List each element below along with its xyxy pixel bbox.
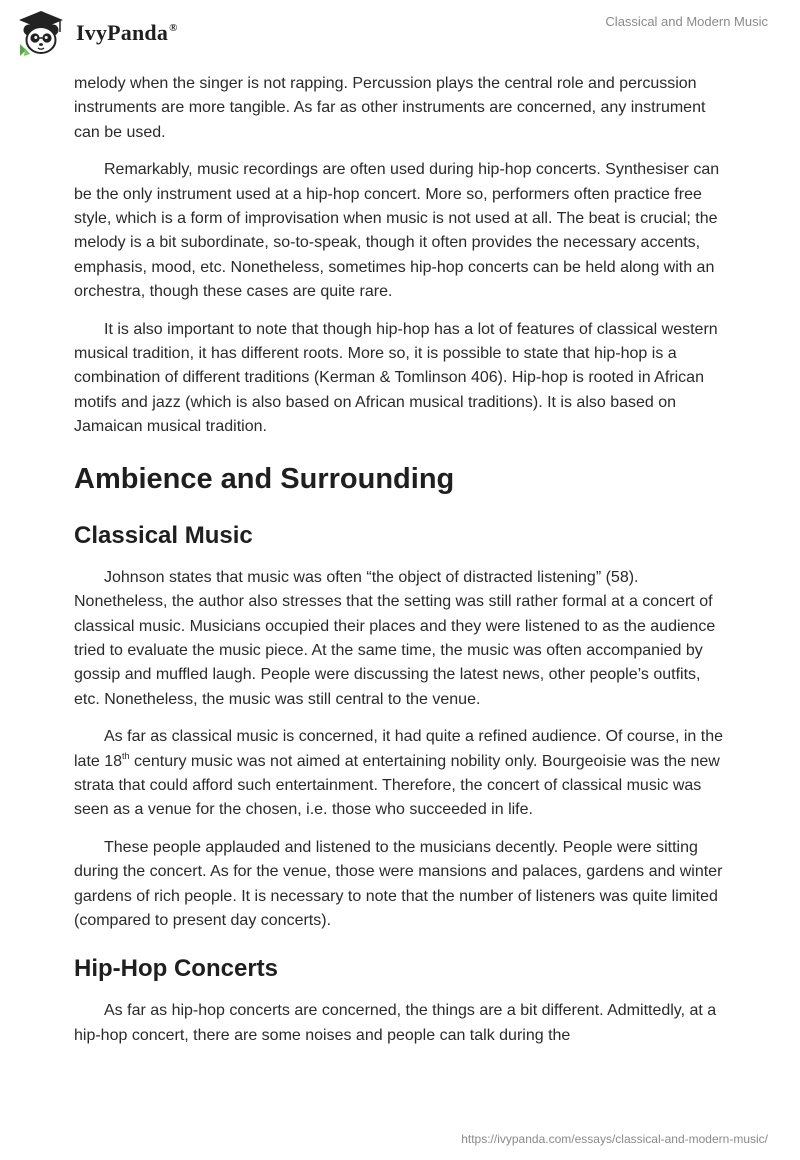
section-heading-ambience: Ambience and Surrounding xyxy=(74,462,455,495)
subsection-heading-classical: Classical Music xyxy=(74,521,253,549)
paragraph: Johnson states that music was often “the object of distracted listening” (58). Nonetheless, the author also stresses that the setting was still rather formal at a concert of classical music. Musicians occupied their places and they were listened to as the audience tried to evaluate the music piece. At the same time, the music was often accompanied by gossip and muffled laugh. People were discussing the latest news, other people’s outfits, etc. Nonetheless, the music was still central to the venue. xyxy=(74,568,716,708)
paragraph: As far as hip-hop concerts are concerned, the things are a bit different. Admittedly, at a hip-hop concert, there are some noises and people can talk during the xyxy=(74,1002,717,1044)
paragraph: It is also important to note that though hip-hop has a lot of features of classical western musical tradition, it has different roots. More so, it is possible to state that hip-hop is a combination of different traditions (Kerman & Tomlinson 406). Hip-hop is rooted in African motifs and jazz (which is also based on African musical traditions). It is also based on Jamaican musical tradition. xyxy=(74,320,718,436)
source-url[interactable]: https://ivypanda.com/essays/classical-and-modern-music/ xyxy=(461,1132,768,1146)
paragraph: These people applauded and listened to the musicians decently. People were sitting during the concert. As for the venue, those were mansions and palaces, gardens and winter gardens of rich people. It is necessary to note that the number of listeners was quite limited (compared to present day concerts). xyxy=(74,838,723,929)
document-title: Classical and Modern Music xyxy=(605,14,768,29)
brand-name: IvyPanda® xyxy=(76,20,178,45)
panda-graduate-icon xyxy=(16,8,66,58)
paragraph xyxy=(74,725,726,823)
paragraph-text: As far as classical music is concerned, it had quite a refined audience. Of course, in the late 18 xyxy=(74,728,723,770)
registered-mark: ® xyxy=(169,22,178,34)
ordinal-superscript: th xyxy=(122,750,130,761)
paragraph-text: century music was not aimed at entertaining nobility only. Bourgeoisie was the new strata that could afford such entertainment. Therefore, the concert of classical music was seen as a venue for the chosen, i.e. those who succeeded in life. xyxy=(74,752,720,819)
essay-content xyxy=(74,72,726,1061)
subsection-heading-hiphop: Hip-Hop Concerts xyxy=(74,955,278,983)
paragraph: Remarkably, music recordings are often used during hip-hop concerts. Synthesiser can be the only instrument used at a hip-hop concert. More so, performers often practice free style, which is a form of improvisation when music is not used at all. The beat is crucial; the melody is a bit subordinate, so-to-speak, though it often provides the necessary accents, emphasis, mood, etc. Nonetheless, sometimes hip-hop concerts can be held along with an orchestra, though these cases are quite rare. xyxy=(74,161,720,301)
paragraph: melody when the singer is not rapping. Percussion plays the central role and percussion instruments are more tangible. As far as other instruments are concerned, any instrument can be used. xyxy=(74,75,706,141)
brand-logo[interactable] xyxy=(16,8,178,58)
page-header xyxy=(0,0,800,64)
